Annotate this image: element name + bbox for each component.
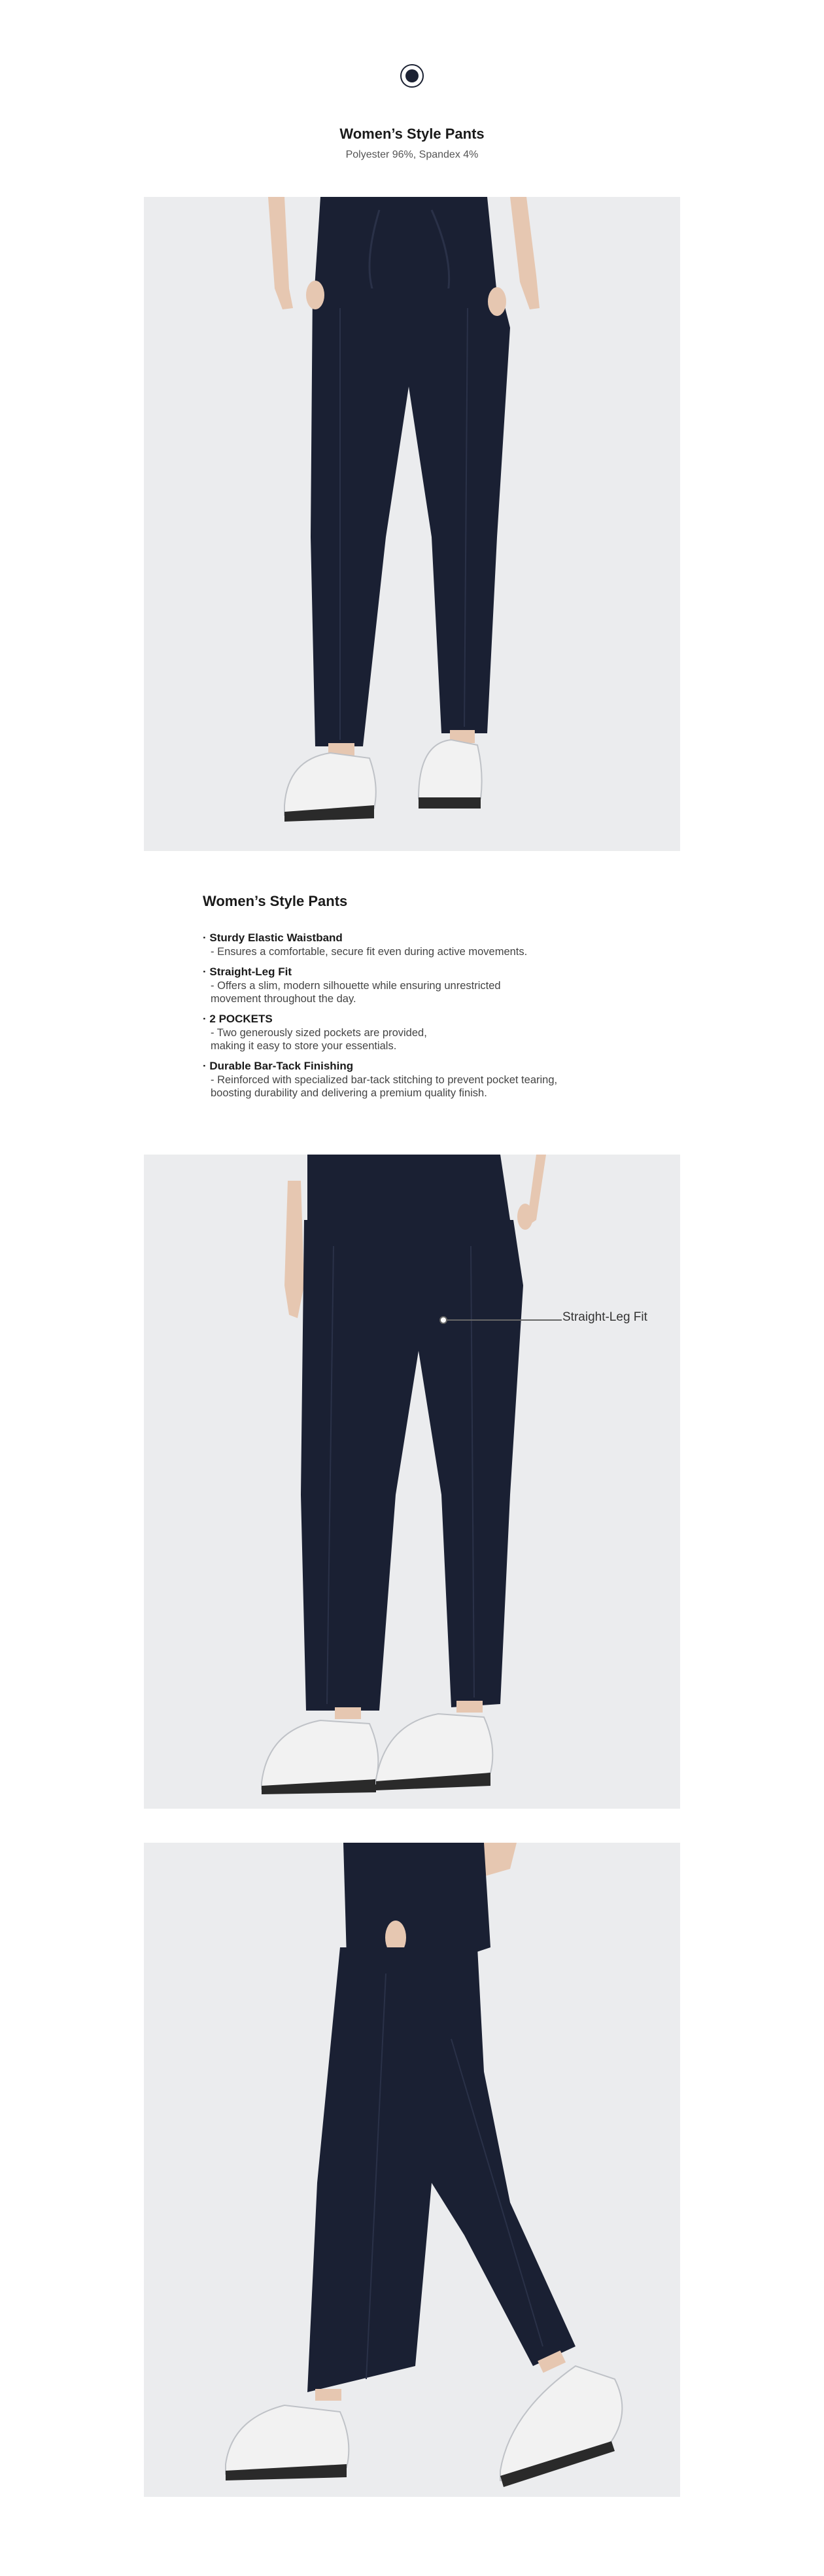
side-view-illustration <box>144 1843 680 2497</box>
pants <box>301 1220 523 1711</box>
left-sneaker <box>262 1720 378 1790</box>
callout-line <box>447 1319 562 1321</box>
color-swatch-navy[interactable] <box>400 64 424 88</box>
pants <box>307 1947 575 2392</box>
callout-label: Straight-Leg Fit <box>562 1310 647 1324</box>
feature-item <box>203 965 661 1005</box>
feature-name: · 2 POCKETS <box>203 1012 661 1026</box>
right-sneaker <box>376 1714 492 1784</box>
feature-details <box>203 893 661 1106</box>
feature-item <box>203 1012 661 1053</box>
details-title: Women’s Style Pants <box>203 893 348 909</box>
feature-description: - Offers a slim, modern silhouette while ensuring unrestricted movement throughout the day. <box>211 980 501 1005</box>
feature-item <box>203 1059 661 1100</box>
product-photo-front <box>144 197 680 851</box>
product-photo-angled <box>144 1155 680 1809</box>
product-photo-side <box>144 1843 680 2497</box>
color-swatch-fill <box>405 69 419 82</box>
product-title: Women’s Style Pants <box>339 126 485 142</box>
angled-view-illustration <box>144 1155 680 1809</box>
left-arm <box>284 1181 304 1318</box>
feature-name: · Straight-Leg Fit <box>203 965 661 979</box>
feature-description: - Ensures a comfortable, secure fit even during active movements. <box>211 946 528 958</box>
front-view-illustration <box>144 197 680 851</box>
feature-name: · Durable Bar-Tack Finishing <box>203 1059 661 1073</box>
feature-name: · Sturdy Elastic Waistband <box>203 931 661 945</box>
material-composition: Polyester 96%, Spandex 4% <box>345 149 479 160</box>
feature-description: - Two generously sized pockets are provided, making it easy to store your essentials. <box>211 1027 427 1052</box>
right-sneaker <box>419 740 482 799</box>
feature-item <box>203 931 661 958</box>
top-garment <box>343 1843 490 1964</box>
left-arm <box>268 197 293 309</box>
callout-dot <box>439 1316 447 1324</box>
right-arm <box>510 197 540 309</box>
feature-description: - Reinforced with specialized bar-tack stitching to prevent pocket tearing, boosting durability and delivering a premium quality finish. <box>211 1074 558 1099</box>
